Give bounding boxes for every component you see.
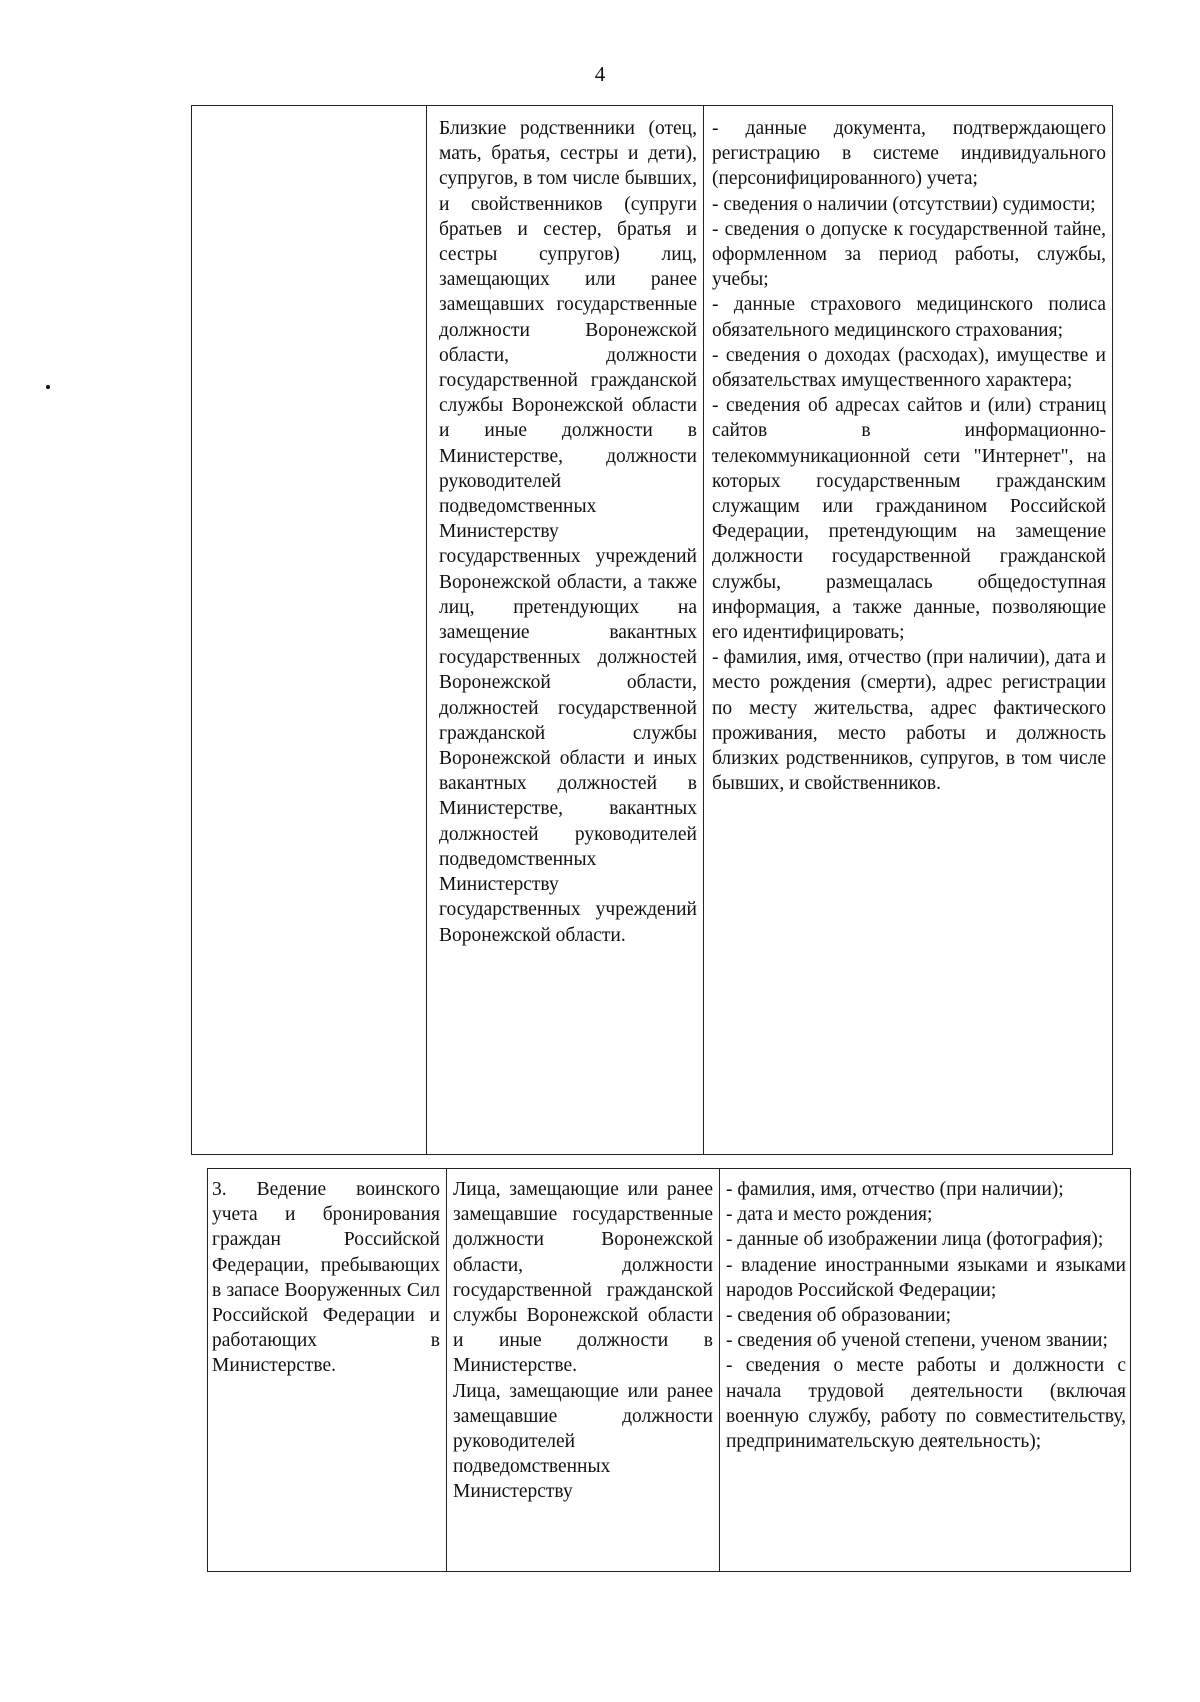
purpose-cell [208,1169,447,1572]
list-item: - сведения о допуске к государственной тайне, оформленном за период работы, службы, учебы; [712,218,1106,291]
subjects-paragraph: Лица, замещающие или ранее замещавшие должности руководителей подведомственных Министерству [453,1380,713,1503]
data-table-row-3 [207,1168,1131,1572]
data-items-cell [720,1169,1131,1572]
list-item: - сведения о наличии (отсутствии) судимости; [712,193,1096,215]
list-item: - сведения о доходах (расходах), имуществе и обязательствах имущественного характера; [712,344,1106,392]
purpose-text: 3. Ведение воинского учета и бронирования граждан Российской Федерации, пребывающих в запасе Вооруженных Сил Российской Федерации и работающих в Министерстве. [212,1179,440,1377]
list-item: - данные документа, подтверждающего регистрацию в системе индивидуального (персонифицированного) учета; [712,118,1106,190]
purpose-cell [192,106,427,1155]
list-item: - фамилия, имя, отчество (при наличии); [726,1179,1064,1200]
subjects-cell [427,106,704,1155]
subjects-text: Близкие родственники (отец, мать, братья, сестры и дети), супругов, в том числе бывших, и свойственников (супруги братьев и сестер, братья и сестры супругов) лиц, замещающих или ранее замещавших государственные должности Воронежской области, должности государственной гражданской службы Воронежской области и иные должности в Министерстве, должности руководителей подведомственных Министерству государственных учреждений Воронежской области, а также лиц, претендующих на замещение вакантных государственных должностей Воронежской области, должностей государственной гражданской службы Воронежской области и иных вакантных должностей в Министерстве, вакантных должностей руководителей подведомственных Министерству государственных учреждений Воронежской области. [439,118,697,946]
list-item: - сведения об образовании; [726,1305,952,1327]
table-row [192,106,1113,1155]
data-items-list [720,1169,1130,1454]
list-item: - данные об изображении лица (фотография); [726,1229,1104,1251]
table-row [208,1169,1131,1572]
subjects-cell [447,1169,720,1572]
subjects-list [447,1169,719,1505]
page-number: 4 [594,62,606,86]
list-item: - дата и место рождения; [726,1204,933,1226]
list-item: - владение иностранными языками и языками народов Российской Федерации; [726,1254,1126,1301]
list-item: - сведения об адресах сайтов и (или) страниц сайтов в информационно-телекоммуникационной сети "Интернет", на которых государственным гражданским служащим или гражданином Российской Федерации, претендующим на замещение должности государственной гражданской службы, размещалась общедоступная информация, а также данные, позволяющие его идентифицировать; [712,395,1106,644]
list-item: - сведения о месте работы и должности с начала трудовой деятельности (включая военную службу, работу по совместительству, предпринимательскую деятельность); [726,1355,1126,1453]
list-item: - данные страхового медицинского полиса обязательного медицинского страхования; [712,294,1106,341]
subjects-paragraph: Лица, замещающие или ранее замещавшие государственные должности Воронежской области, должности государственной гражданской службы Воронежской области и иные должности в Министерстве. [453,1179,713,1377]
data-items-list [704,106,1112,796]
data-table-continued [191,105,1113,1155]
list-item: - фамилия, имя, отчество (при наличии), дата и место рождения (смерти), адрес регистрации по месту жительства, адрес фактического проживания, место работы и должность близких родственников, супругов, в том числе бывших, и свойственников. [712,647,1106,795]
scan-speck [46,385,50,389]
data-items-cell [704,106,1113,1155]
list-item: - сведения об ученой степени, ученом звании; [726,1330,1108,1352]
